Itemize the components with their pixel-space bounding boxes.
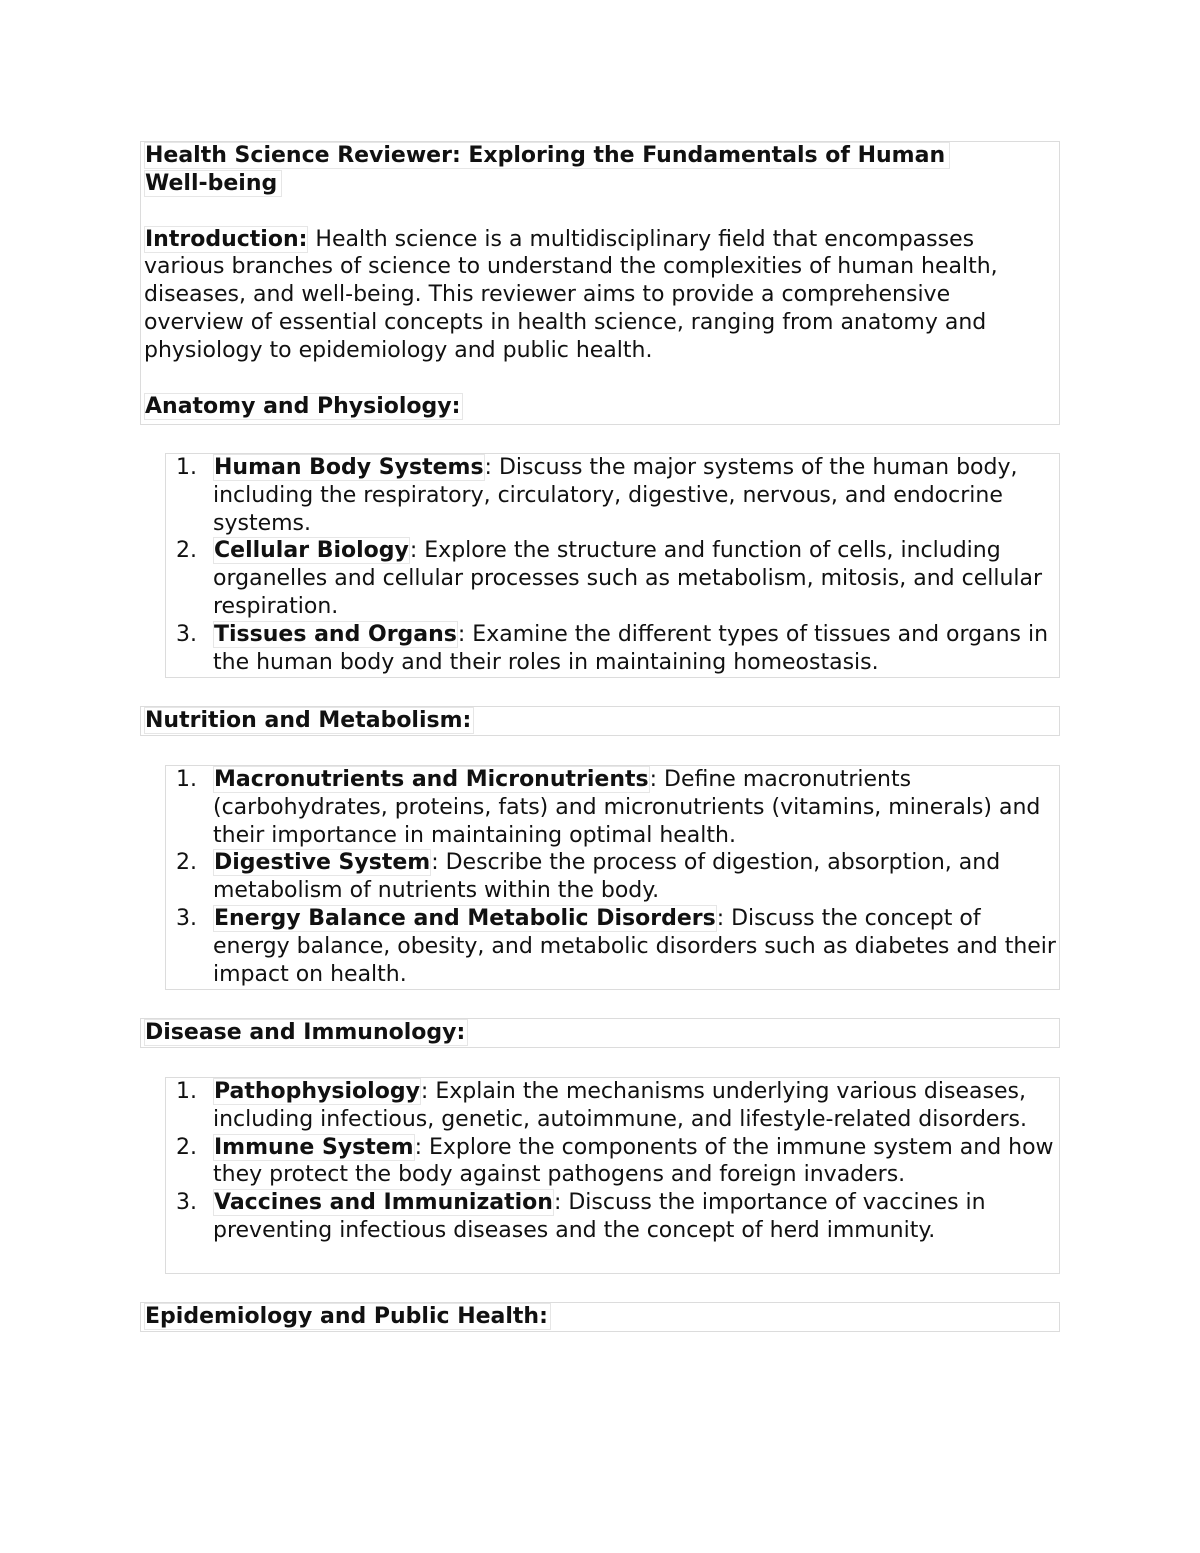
section-heading-disease: Disease and Immunology: bbox=[140, 1018, 1060, 1048]
intro-block bbox=[140, 141, 1060, 425]
introduction-text: Health science is a multidisciplinary field that encompasses various branches of science to understand the complexities of human health, diseases, and well-being. This reviewer aims to provide a comprehensive overview of essential concepts in health science, ranging from anatomy and physiology to epidemiology and public health. bbox=[144, 226, 998, 363]
list-item: 2. Digestive System: Describe the process of digestion, absorption, and metabolism of nutrients within the body. bbox=[176, 850, 1001, 904]
section-heading-anatomy: Anatomy and Physiology: bbox=[144, 393, 1056, 421]
list-item-term: Pathophysiology bbox=[214, 1079, 420, 1104]
list-item-term: Cellular Biology bbox=[214, 538, 409, 564]
list-item-term: Energy Balance and Metabolic Disorders bbox=[214, 905, 716, 931]
list-item-term: Vaccines and Immunization bbox=[214, 1190, 553, 1216]
list-item: 1. Macronutrients and Micronutrients: Define macronutrients (carbohydrates, proteins, fats) and micronutrients (vitamins, minerals) and their importance in maintaining optimal health. bbox=[176, 767, 1041, 848]
document-title-line-1: Health Science Reviewer: Exploring the Fundamentals of Human bbox=[144, 142, 1056, 170]
list-item: 3. Tissues and Organs: Examine the different types of tissues and organs in the human body and their roles in maintaining homeostasis. bbox=[176, 621, 1049, 675]
document-title-line-2: Well-being bbox=[144, 170, 1056, 198]
list-item-term: Human Body Systems bbox=[214, 455, 484, 480]
list-item: 3. Energy Balance and Metabolic Disorders: Discuss the concept of energy balance, obesity, and metabolic disorders such as diabetes and their impact on health. bbox=[176, 905, 1056, 987]
list-item: 2. Immune System: Explore the components of the immune system and how they protect the body against pathogens and foreign invaders. bbox=[176, 1134, 1054, 1188]
list-anatomy bbox=[165, 453, 1060, 678]
section-heading-nutrition: Nutrition and Metabolism: bbox=[140, 706, 1060, 736]
list-disease bbox=[165, 1077, 1060, 1274]
list-item: 2. Cellular Biology: Explore the structure and function of cells, including organelles and cellular processes such as metabolism, mitosis, and cellular respiration. bbox=[176, 538, 1043, 619]
list-item: 3. Vaccines and Immunization: Discuss the importance of vaccines in preventing infectious diseases and the concept of herd immunity. bbox=[176, 1190, 986, 1243]
list-item: 1. Human Body Systems: Discuss the major systems of the human body, including the respiratory, circulatory, digestive, nervous, and endocrine systems. bbox=[176, 455, 1018, 536]
list-item: 1. Pathophysiology: Explain the mechanisms underlying various diseases, including infectious, genetic, autoimmune, and lifestyle-related disorders. bbox=[176, 1079, 1027, 1132]
list-item-term: Macronutrients and Micronutrients bbox=[214, 767, 649, 792]
list-nutrition bbox=[165, 765, 1060, 990]
section-heading-epidemiology: Epidemiology and Public Health: bbox=[140, 1302, 1060, 1332]
list-item-term: Immune System bbox=[214, 1134, 414, 1160]
introduction-label: Introduction: bbox=[145, 226, 308, 252]
list-item-term: Digestive System bbox=[214, 850, 431, 876]
introduction-paragraph bbox=[144, 226, 1056, 365]
list-item-term: Tissues and Organs bbox=[214, 621, 457, 647]
